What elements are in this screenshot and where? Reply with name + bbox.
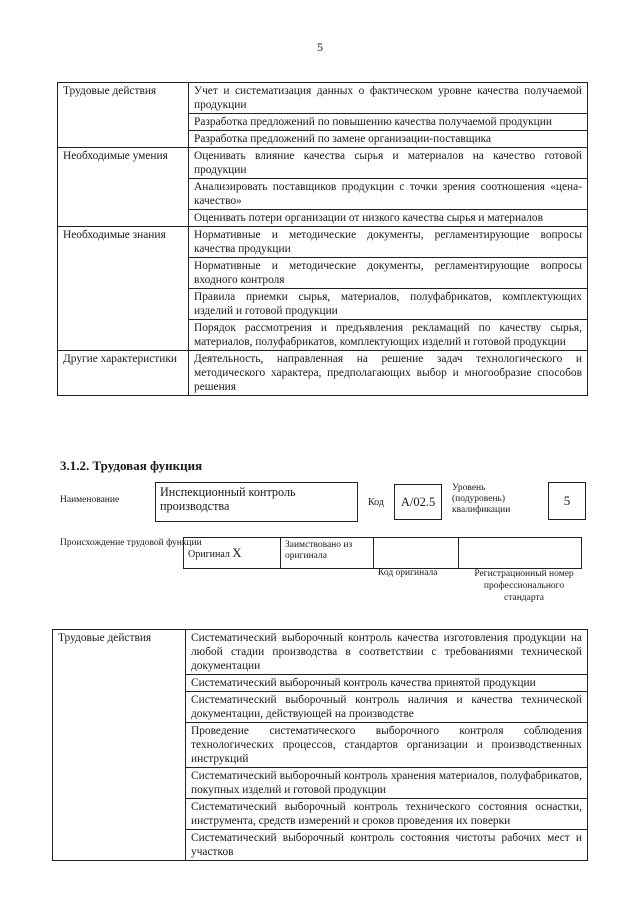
- table-cell: Проведение систематического выборочного контроля соблюдения технологических процессов, стандартов организации и производственных инструкций: [186, 723, 588, 768]
- table-cell: Разработка предложений по замене организации-поставщика: [189, 131, 588, 148]
- table-row: [58, 351, 588, 396]
- table-row: [53, 630, 588, 675]
- table-cell: Систематический выборочный контроль наличия и качества технической документации, действующей на производстве: [186, 692, 588, 723]
- table-cell: Разработка предложений по повышению качества получаемой продукции: [189, 114, 588, 131]
- table-cell: Правила приемки сырья, материалов, полуфабрикатов, комплектующих изделий и готовой продукции: [189, 289, 588, 320]
- table-cell: Нормативные и методические документы, регламентирующие вопросы качества продукции: [189, 227, 588, 258]
- table-row: [58, 227, 588, 258]
- page-number: 5: [317, 40, 323, 54]
- table-cell: Систематический выборочный контроль качества принятой продукции: [186, 675, 588, 692]
- original-cell: [184, 538, 281, 569]
- table-cell: Систематический выборочный контроль качества изготовления продукции на любой стадии производства в соответствии с требованиями технической документации: [186, 630, 588, 675]
- code-original-cell: [374, 538, 459, 569]
- reg-number-cell: [459, 538, 582, 569]
- table-row: [58, 148, 588, 179]
- origin-table: [183, 537, 582, 569]
- row-label-required-skills: Необходимые умения: [58, 148, 189, 227]
- table-cell: Учет и систематизация данных о фактическом уровне качества получаемой продукции: [189, 83, 588, 114]
- requirements-table: [57, 82, 588, 396]
- table-cell: Оценивать потери организации от низкого качества сырья и материалов: [189, 210, 588, 227]
- table-row: [184, 538, 582, 569]
- original-mark: X: [232, 545, 242, 560]
- labor-actions-table: [52, 629, 588, 861]
- level-label: Уровень (подуровень) квалификации: [452, 483, 511, 515]
- original-label: Оригинал: [188, 548, 230, 560]
- table-cell: Порядок рассмотрения и предъявления рекламаций по качеству сырья, материалов, полуфабрикатов, комплектующих изделий и готовой продукции: [189, 320, 588, 351]
- row-label-other-characteristics: Другие характеристики: [58, 351, 189, 396]
- code-original-label: Код оригинала: [378, 568, 438, 578]
- reg-number-label: Регистрационный номер профессионального стандарта: [474, 569, 574, 603]
- section-title: 3.1.2. Трудовая функция: [60, 458, 203, 473]
- row-label-labor-actions: Трудовые действия: [53, 630, 186, 861]
- code-value-box: А/02.5: [394, 484, 442, 520]
- table-cell: Нормативные и методические документы, регламентирующие вопросы входного контроля: [189, 258, 588, 289]
- code-label: Код: [368, 497, 384, 508]
- table-cell: Систематический выборочный контроль технического состояния оснастки, инструмента, средств измерений и сроков проведения их поверки: [186, 799, 588, 830]
- table-cell: Деятельность, направленная на решение задач технологического и методического характера, предполагающих выбор и многообразие способов решения: [189, 351, 588, 396]
- row-label-labor-actions: Трудовые действия: [58, 83, 189, 148]
- name-value-box: Инспекционный контроль производства: [155, 482, 358, 522]
- row-label-required-knowledge: Необходимые знания: [58, 227, 189, 351]
- table-row: [58, 83, 588, 114]
- level-value-box: 5: [548, 482, 586, 520]
- table-cell: Систематический выборочный контроль хранения материалов, полуфабрикатов, покупных изделий и готовой продукции: [186, 768, 588, 799]
- table-cell: Анализировать поставщиков продукции с точки зрения соотношения «цена-качество»: [189, 179, 588, 210]
- borrowed-cell: Заимствовано из оригинала: [281, 538, 374, 569]
- name-label: Наименование: [60, 495, 120, 505]
- origin-label: Происхождение трудовой функции: [60, 538, 202, 548]
- table-cell: Систематический выборочный контроль состояния чистоты рабочих мест и участков: [186, 830, 588, 861]
- table-cell: Оценивать влияние качества сырья и материалов на качество готовой продукции: [189, 148, 588, 179]
